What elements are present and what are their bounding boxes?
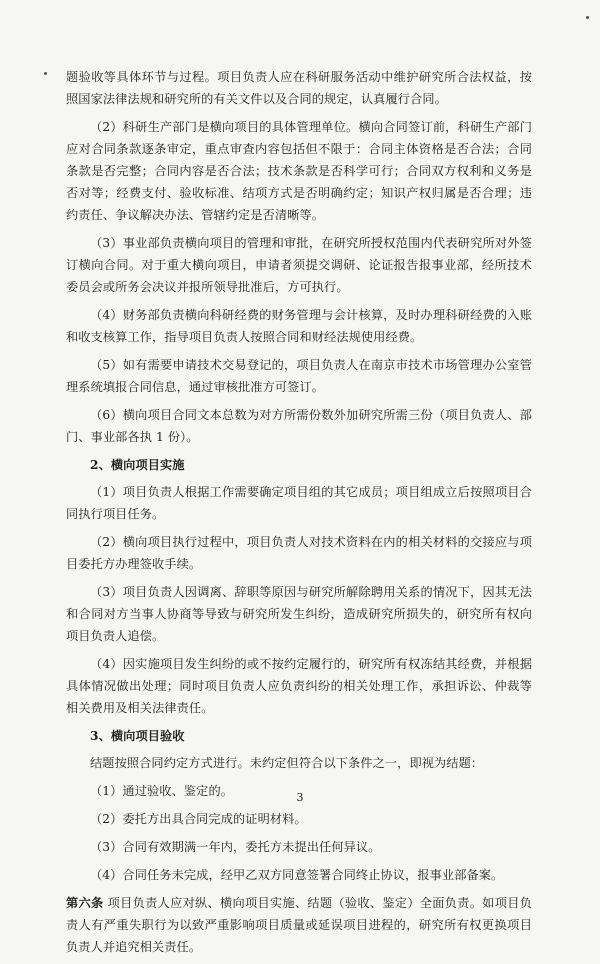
paragraph-continuation: 题验收等具体环节与过程。项目负责人应在科研服务活动中维护研究所合法权益，按照国家法律法规和研究所的有关文件以及合同的规定，认真履行合同。	[66, 70, 532, 106]
paragraph-impl-1: （1）项目负责人根据工作需要确定项目组的其它成员；项目组成立后按照项目合同执行项目任务。	[66, 485, 532, 521]
paragraph-impl-4: （4）因实施项目发生纠纷的或不按约定履行的，研究所有权冻结其经费，并根据具体情况做出处理；同时项目负责人应负责纠纷的相关处理工作，承担诉讼、仲裁等相关费用及相关法律责任。	[66, 657, 532, 715]
paragraph-acceptance-3: （3）合同有效期满一年内，委托方未提出任何异议。	[90, 840, 381, 854]
scan-speck	[586, 16, 589, 19]
paragraph-acceptance-1: （1）通过验收、鉴定的。	[90, 784, 234, 798]
paragraph-acceptance-intro: 结题按照合同约定方式进行。未约定但符合以下条件之一，即视为结题：	[90, 756, 484, 770]
paragraph-item-3: （3）事业部负责横向项目的管理和审批，在研究所授权范围内代表研究所对外签订横向合同。对于重大横向项目，申请者须提交调研、论证报告报事业部，经所技术委员会或所务会决议并报所领导批准后，方可执行。	[66, 236, 532, 294]
paragraph-acceptance-4: （4）合同任务未完成，经甲乙双方同意签署合同终止协议，报事业部备案。	[90, 868, 504, 882]
section-heading-acceptance: 3、横向项目验收	[90, 729, 185, 743]
page-number: 3	[296, 791, 304, 804]
paragraph-item-5: （5）如有需要申请技术交易登记的，项目负责人在南京市技术市场管理办公室管理系统填报合同信息，通过审核批准方可签订。	[66, 358, 532, 394]
article-label: 第六条	[66, 896, 104, 910]
document-body	[66, 66, 532, 964]
paragraph-item-2: （2）科研生产部门是横向项目的具体管理单位。横向合同签订前，科研生产部门应对合同条款逐条审定，重点审查内容包括但不限于：合同主体资格是否合法；合同条款是否完整；合同内容是否合法；技术条款是否科学可行；合同双方权利和义务是否对等；经费支付、验收标准、结项方式是否明确约定；知识产权归属是否合理；违约责任、争议解决办法、管辖约定是否清晰等。	[66, 120, 532, 222]
paragraph-acceptance-2: （2）委托方出具合同完成的证明材料。	[90, 812, 307, 826]
section-heading-implementation: 2、横向项目实施	[90, 458, 185, 472]
article-text: 项目负责人应对纵、横向项目实施、结题（验收、鉴定）全面负责。如项目负责人有严重失职行为以致严重影响项目质量或延误项目进程的，研究所有权更换项目负责人并追究相关责任。	[66, 896, 532, 954]
paragraph-item-4: （4）财务部负责横向科研经费的财务管理与会计核算，及时办理科研经费的入账和收支核算工作，指导项目负责人按照合同和财经法规使用经费。	[66, 308, 532, 344]
paragraph-item-6: （6）横向项目合同文本总数为对方所需份数外加研究所需三份（项目负责人、部门、事业部各执 1 份）。	[66, 408, 532, 444]
article-six	[66, 892, 532, 958]
paragraph-impl-2: （2）横向项目执行过程中，项目负责人对技术资料在内的相关材料的交接应与项目委托方办理签收手续。	[66, 535, 532, 571]
paragraph-impl-3: （3）项目负责人因调离、辞职等原因与研究所解除聘用关系的情况下，因其无法和合同对方当事人协商等导致与研究所发生纠纷，造成研究所损失的，研究所有权向项目负责人追偿。	[66, 585, 532, 643]
scan-speck	[44, 72, 47, 75]
